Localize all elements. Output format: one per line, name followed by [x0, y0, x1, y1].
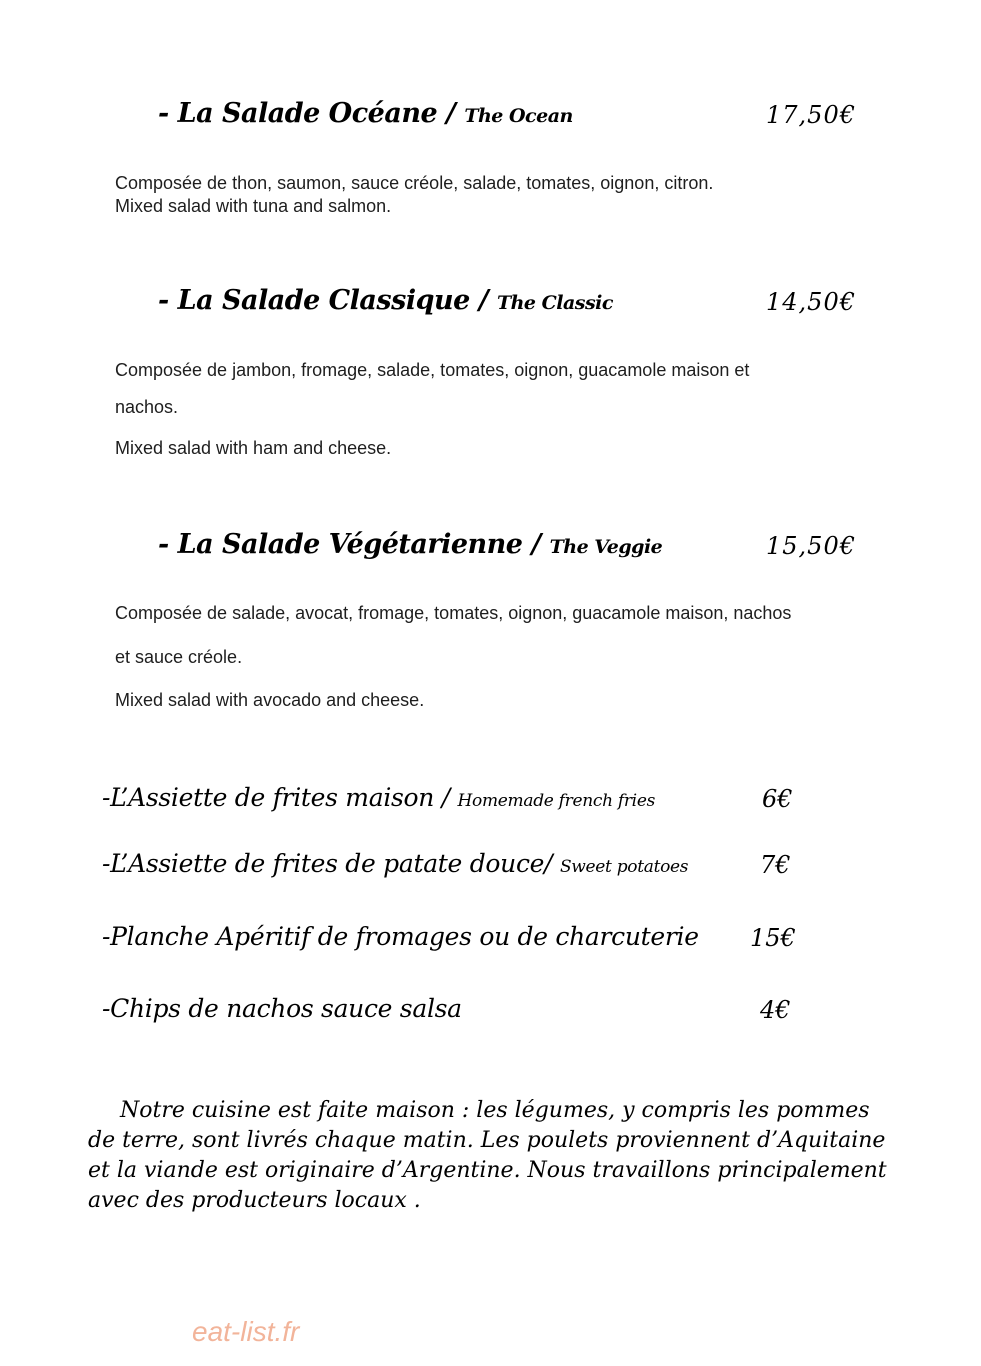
- watermark: eat-list.fr: [192, 1316, 300, 1347]
- side-price: 6€: [762, 785, 793, 813]
- separator: /: [531, 529, 541, 560]
- separator: /: [478, 285, 489, 316]
- side-platter-title: [102, 922, 699, 951]
- salad-price: 17,50€: [766, 101, 856, 129]
- salad-description-en: Mixed salad with tuna and salmon.: [115, 196, 392, 213]
- salad-name: - La Salade Océane: [158, 98, 438, 129]
- side-name: -L’Assiette de frites maison: [102, 783, 435, 812]
- side-fries-title: [102, 783, 655, 812]
- side-name: -Chips de nachos sauce salsa: [102, 994, 462, 1023]
- house-cooking-note: Notre cuisine est faite maison : les légumes, y compris les pommes de terre, sont livrés chaque matin. Les poulets proviennent d’Aquitaine et la viande est originaire d’Argentine. Nous travaillons principalement avec des producteurs locaux .: [88, 1098, 887, 1213]
- separator: /: [446, 98, 456, 129]
- side-price: 4€: [760, 996, 791, 1024]
- salad-description-en: Mixed salad with avocado and cheese.: [115, 690, 425, 710]
- salad-english-name: The Ocean: [464, 105, 573, 127]
- salad-price: 15,50€: [766, 532, 856, 560]
- side-english-name: Homemade french fries: [457, 791, 656, 811]
- salad-description-fr-cont: nachos.: [115, 397, 179, 417]
- salad-description-fr: Composée de thon, saumon, sauce créole, salade, tomates, oignon, citron.: [115, 173, 714, 193]
- salad-price: 14,50€: [766, 288, 856, 316]
- side-nachos-title: [102, 994, 462, 1023]
- salad-name: - La Salade Classique: [158, 285, 470, 316]
- salad-english-name: The Veggie: [549, 536, 663, 558]
- salad-classic-title: [158, 285, 613, 316]
- side-price: 15€: [750, 924, 796, 952]
- salad-description-fr: Composée de jambon, fromage, salade, tomates, oignon, guacamole maison et: [115, 360, 750, 380]
- side-sweet-potato-title: [102, 849, 688, 878]
- salad-ocean-title: [158, 98, 573, 129]
- side-english-name: Sweet potatoes: [559, 857, 689, 877]
- separator: /: [434, 783, 458, 812]
- salad-description-en: Mixed salad with ham and cheese.: [115, 438, 392, 458]
- side-name: -Planche Apéritif de fromages ou de charcuterie: [102, 922, 699, 951]
- side-price: 7€: [760, 851, 791, 879]
- salad-veggie-title: [158, 529, 662, 560]
- salad-description-fr: Composée de salade, avocat, fromage, tomates, oignon, guacamole maison, nachos: [115, 603, 792, 623]
- salad-english-name: The Classic: [496, 292, 613, 314]
- side-name: -L’Assiette de frites de patate douce: [102, 849, 545, 878]
- separator: /: [544, 849, 560, 878]
- salad-name: - La Salade Végétarienne: [158, 529, 523, 560]
- salad-description-fr-cont: et sauce créole.: [115, 647, 243, 667]
